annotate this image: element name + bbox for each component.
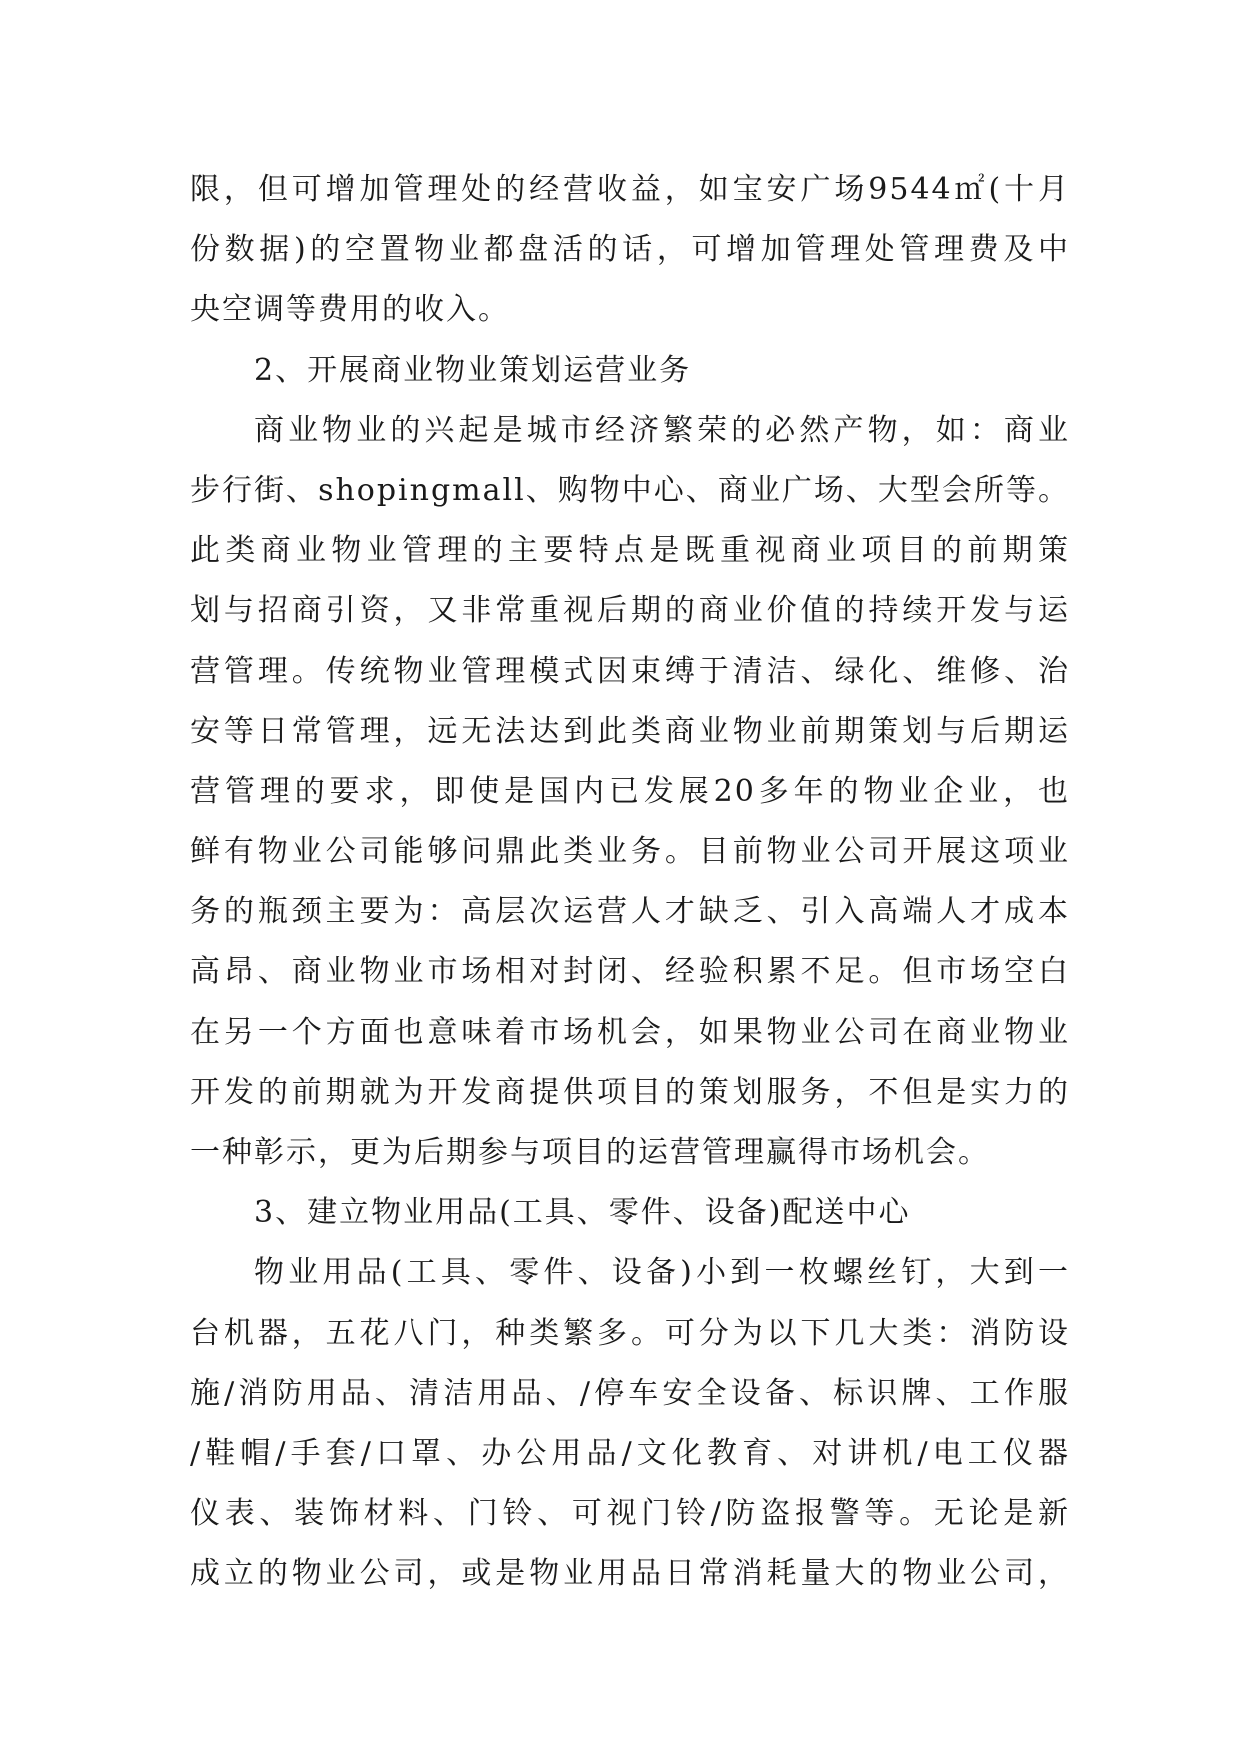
text-line: 成立的物业公司，或是物业用品日常消耗量大的物业公司， (190, 1556, 1070, 1592)
text-line: 安等日常管理，远无法达到此类商业物业前期策划与后期运 (190, 713, 1070, 749)
section-heading-2: 2、开展商业物业策划运营业务 (254, 352, 692, 388)
text-line: 营管理的要求，即使是国内已发展20多年的物业企业，也 (190, 773, 1070, 809)
text-line: 步行街、shopingmall、购物中心、商业广场、大型会所等。 (190, 472, 1070, 508)
text-line: 划与招商引资，又非常重视后期的商业价值的持续开发与运 (190, 593, 1070, 629)
text-line: 务的瓶颈主要为：高层次运营人才缺乏、引入高端人才成本 (190, 894, 1070, 930)
text-line: 营管理。传统物业管理模式因束缚于清洁、绿化、维修、治 (190, 653, 1070, 689)
document-body (190, 160, 1070, 1605)
text-line: 商业物业的兴起是城市经济繁荣的必然产物，如：商业 (254, 412, 1070, 448)
text-line: 一种彰示，更为后期参与项目的运营管理赢得市场机会。 (190, 1135, 990, 1170)
text-line: 限，但可增加管理处的经营收益，如宝安广场9544㎡(十月 (190, 172, 1070, 207)
text-line: 此类商业物业管理的主要特点是既重视商业项目的前期策 (190, 533, 1070, 569)
text-line: 在另一个方面也意味着市场机会，如果物业公司在商业物业 (190, 1014, 1070, 1050)
text-line: 物业用品(工具、零件、设备)小到一枚螺丝钉，大到一 (254, 1255, 1070, 1291)
section-heading-3: 3、建立物业用品(工具、零件、设备)配送中心 (254, 1195, 911, 1231)
text-line: 鲜有物业公司能够问鼎此类业务。目前物业公司开展这项业 (190, 834, 1070, 870)
text-line: 仪表、装饰材料、门铃、可视门铃/防盗报警等。无论是新 (190, 1496, 1070, 1532)
text-line: 施/消防用品、清洁用品、/停车安全设备、标识牌、工作服 (190, 1375, 1070, 1411)
text-line: 央空调等费用的收入。 (190, 292, 510, 328)
text-line: 高昂、商业物业市场相对封闭、经验积累不足。但市场空白 (190, 954, 1070, 990)
text-line: 份数据)的空置物业都盘活的话，可增加管理处管理费及中 (190, 232, 1070, 268)
text-line: 台机器，五花八门，种类繁多。可分为以下几大类：消防设 (190, 1315, 1070, 1351)
text-line: /鞋帽/手套/口罩、办公用品/文化教育、对讲机/电工仪器 (190, 1435, 1070, 1471)
text-line: 开发的前期就为开发商提供项目的策划服务，不但是实力的 (190, 1074, 1070, 1110)
